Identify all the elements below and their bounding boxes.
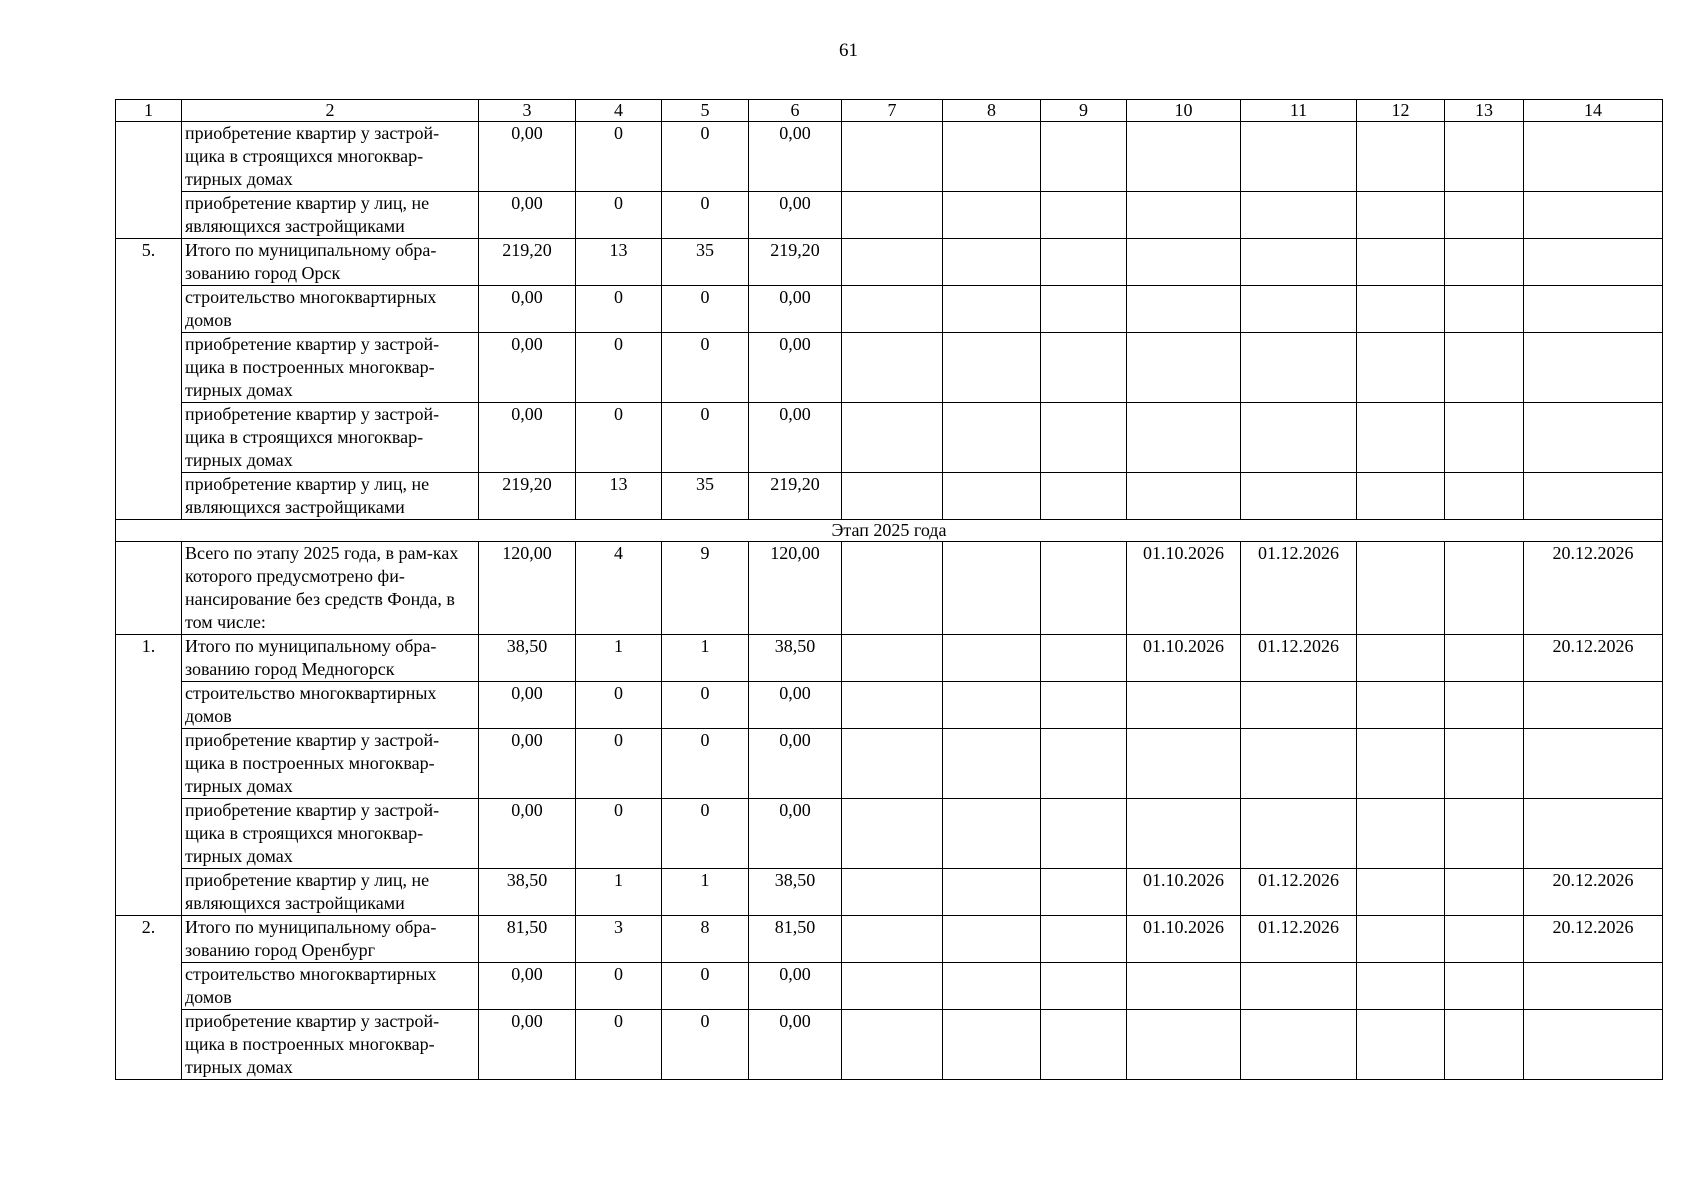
cell-col-6: 81,50	[749, 916, 842, 963]
cell-col-6: 219,20	[749, 473, 842, 520]
cell-col-14	[1524, 799, 1663, 869]
cell-col-10	[1127, 799, 1241, 869]
cell-col-5: 35	[662, 473, 749, 520]
cell-col-11	[1241, 1010, 1357, 1080]
table-row	[116, 1010, 1663, 1080]
cell-col-8	[943, 286, 1041, 333]
cell-col-9	[1041, 333, 1127, 403]
cell-col-6: 219,20	[749, 239, 842, 286]
cell-col-14	[1524, 122, 1663, 192]
column-header: 6	[749, 100, 842, 122]
cell-col-9	[1041, 239, 1127, 286]
cell-col-8	[943, 635, 1041, 682]
cell-col-7	[842, 1010, 943, 1080]
column-header: 9	[1041, 100, 1127, 122]
column-header: 10	[1127, 100, 1241, 122]
row-name-cell: Всего по этапу 2025 года, в рам-ках которого предусмотрено фи-нансирование без средств Фонда, в том числе:	[182, 542, 479, 635]
cell-col-12	[1357, 635, 1445, 682]
cell-col-8	[943, 682, 1041, 729]
cell-col-7	[842, 403, 943, 473]
cell-col-4: 0	[576, 1010, 662, 1080]
cell-col-4: 0	[576, 403, 662, 473]
cell-col-7	[842, 916, 943, 963]
column-header: 3	[479, 100, 576, 122]
column-header: 4	[576, 100, 662, 122]
cell-col-11	[1241, 799, 1357, 869]
cell-col-9	[1041, 286, 1127, 333]
table-row	[116, 635, 1663, 682]
cell-col-12	[1357, 122, 1445, 192]
cell-col-7	[842, 239, 943, 286]
column-header: 12	[1357, 100, 1445, 122]
cell-col-14: 20.12.2026	[1524, 635, 1663, 682]
cell-col-13	[1445, 1010, 1524, 1080]
cell-col-12	[1357, 473, 1445, 520]
column-header: 2	[182, 100, 479, 122]
cell-col-14	[1524, 333, 1663, 403]
cell-col-12	[1357, 729, 1445, 799]
row-name-cell: приобретение квартир у застрой-щика в построенных многоквар-тирных домах	[182, 1010, 479, 1080]
cell-col-12	[1357, 542, 1445, 635]
cell-col-5: 1	[662, 635, 749, 682]
cell-col-8	[943, 239, 1041, 286]
table-row	[116, 916, 1663, 963]
cell-col-8	[943, 122, 1041, 192]
cell-col-11	[1241, 682, 1357, 729]
cell-col-4: 0	[576, 682, 662, 729]
cell-col-5: 0	[662, 1010, 749, 1080]
cell-col-10	[1127, 403, 1241, 473]
cell-col-5: 0	[662, 122, 749, 192]
cell-col-7	[842, 729, 943, 799]
cell-col-4: 1	[576, 869, 662, 916]
cell-col-13	[1445, 799, 1524, 869]
table-row	[116, 333, 1663, 403]
cell-col-12	[1357, 682, 1445, 729]
cell-col-11	[1241, 403, 1357, 473]
cell-col-6: 38,50	[749, 869, 842, 916]
cell-col-3: 0,00	[479, 333, 576, 403]
cell-col-3: 81,50	[479, 916, 576, 963]
cell-col-10	[1127, 286, 1241, 333]
cell-col-5: 35	[662, 239, 749, 286]
cell-col-12	[1357, 1010, 1445, 1080]
cell-col-4: 0	[576, 729, 662, 799]
cell-col-3: 0,00	[479, 122, 576, 192]
cell-col-12	[1357, 963, 1445, 1010]
cell-col-5: 0	[662, 963, 749, 1010]
row-name-cell: приобретение квартир у застрой-щика в построенных многоквар-тирных домах	[182, 333, 479, 403]
row-number-cell: 2.	[116, 916, 182, 1080]
column-header: 13	[1445, 100, 1524, 122]
cell-col-10: 01.10.2026	[1127, 869, 1241, 916]
row-name-cell: строительство многоквартирных домов	[182, 286, 479, 333]
cell-col-7	[842, 192, 943, 239]
cell-col-3: 0,00	[479, 682, 576, 729]
column-header: 11	[1241, 100, 1357, 122]
row-name-cell: приобретение квартир у застрой-щика в построенных многоквар-тирных домах	[182, 729, 479, 799]
stage-header-row	[116, 520, 1663, 542]
cell-col-4: 0	[576, 286, 662, 333]
cell-col-14	[1524, 729, 1663, 799]
cell-col-3: 0,00	[479, 403, 576, 473]
cell-col-8	[943, 333, 1041, 403]
column-number-row	[116, 100, 1663, 122]
cell-col-3: 38,50	[479, 635, 576, 682]
cell-col-3: 38,50	[479, 869, 576, 916]
cell-col-7	[842, 286, 943, 333]
row-number-cell	[116, 122, 182, 239]
table-row	[116, 239, 1663, 286]
cell-col-6: 0,00	[749, 963, 842, 1010]
cell-col-7	[842, 122, 943, 192]
cell-col-14	[1524, 192, 1663, 239]
cell-col-4: 4	[576, 542, 662, 635]
cell-col-13	[1445, 473, 1524, 520]
cell-col-13	[1445, 542, 1524, 635]
cell-col-6: 0,00	[749, 192, 842, 239]
cell-col-9	[1041, 963, 1127, 1010]
row-name-cell: приобретение квартир у лиц, не являющихся застройщиками	[182, 192, 479, 239]
cell-col-8	[943, 403, 1041, 473]
cell-col-13	[1445, 963, 1524, 1010]
cell-col-13	[1445, 869, 1524, 916]
cell-col-3: 0,00	[479, 286, 576, 333]
cell-col-7	[842, 333, 943, 403]
cell-col-8	[943, 963, 1041, 1010]
cell-col-10	[1127, 682, 1241, 729]
row-name-cell: приобретение квартир у застрой-щика в строящихся многоквар-тирных домах	[182, 403, 479, 473]
cell-col-11: 01.12.2026	[1241, 542, 1357, 635]
cell-col-4: 0	[576, 963, 662, 1010]
table-row	[116, 286, 1663, 333]
cell-col-13	[1445, 333, 1524, 403]
cell-col-5: 8	[662, 916, 749, 963]
cell-col-4: 0	[576, 799, 662, 869]
cell-col-4: 0	[576, 192, 662, 239]
cell-col-4: 0	[576, 122, 662, 192]
column-header: 14	[1524, 100, 1663, 122]
cell-col-12	[1357, 799, 1445, 869]
row-name-cell: Итого по муниципальному обра-зованию город Медногорск	[182, 635, 479, 682]
cell-col-9	[1041, 542, 1127, 635]
cell-col-8	[943, 869, 1041, 916]
row-name-cell: Итого по муниципальному обра-зованию город Оренбург	[182, 916, 479, 963]
cell-col-9	[1041, 473, 1127, 520]
cell-col-11	[1241, 239, 1357, 286]
table-row	[116, 799, 1663, 869]
cell-col-12	[1357, 869, 1445, 916]
column-header: 8	[943, 100, 1041, 122]
cell-col-13	[1445, 729, 1524, 799]
cell-col-12	[1357, 286, 1445, 333]
cell-col-7	[842, 682, 943, 729]
cell-col-9	[1041, 799, 1127, 869]
cell-col-3: 120,00	[479, 542, 576, 635]
cell-col-4: 0	[576, 333, 662, 403]
cell-col-13	[1445, 286, 1524, 333]
table-row	[116, 473, 1663, 520]
cell-col-11	[1241, 473, 1357, 520]
cell-col-3: 0,00	[479, 729, 576, 799]
cell-col-9	[1041, 403, 1127, 473]
cell-col-13	[1445, 239, 1524, 286]
cell-col-10	[1127, 239, 1241, 286]
cell-col-6: 0,00	[749, 1010, 842, 1080]
table-row	[116, 122, 1663, 192]
cell-col-3: 0,00	[479, 799, 576, 869]
cell-col-11	[1241, 729, 1357, 799]
cell-col-12	[1357, 192, 1445, 239]
cell-col-5: 0	[662, 682, 749, 729]
cell-col-3: 0,00	[479, 1010, 576, 1080]
cell-col-8	[943, 473, 1041, 520]
cell-col-10	[1127, 963, 1241, 1010]
table-row	[116, 963, 1663, 1010]
cell-col-10	[1127, 192, 1241, 239]
cell-col-10: 01.10.2026	[1127, 542, 1241, 635]
cell-col-13	[1445, 682, 1524, 729]
column-header: 7	[842, 100, 943, 122]
cell-col-9	[1041, 682, 1127, 729]
cell-col-14	[1524, 473, 1663, 520]
row-number-cell: 5.	[116, 239, 182, 520]
cell-col-3: 0,00	[479, 963, 576, 1010]
cell-col-14	[1524, 1010, 1663, 1080]
table-row	[116, 729, 1663, 799]
cell-col-10	[1127, 1010, 1241, 1080]
cell-col-14	[1524, 682, 1663, 729]
cell-col-6: 0,00	[749, 286, 842, 333]
row-name-cell: Итого по муниципальному обра-зованию город Орск	[182, 239, 479, 286]
row-name-cell: приобретение квартир у застрой-щика в строящихся многоквар-тирных домах	[182, 122, 479, 192]
cell-col-12	[1357, 403, 1445, 473]
table-row	[116, 869, 1663, 916]
cell-col-4: 13	[576, 239, 662, 286]
cell-col-11: 01.12.2026	[1241, 869, 1357, 916]
table-body	[116, 100, 1663, 1080]
cell-col-11	[1241, 333, 1357, 403]
cell-col-10	[1127, 122, 1241, 192]
cell-col-11: 01.12.2026	[1241, 916, 1357, 963]
cell-col-8	[943, 916, 1041, 963]
cell-col-7	[842, 635, 943, 682]
cell-col-8	[943, 729, 1041, 799]
cell-col-14	[1524, 286, 1663, 333]
cell-col-7	[842, 869, 943, 916]
cell-col-12	[1357, 916, 1445, 963]
page-number: 61	[839, 40, 858, 61]
cell-col-13	[1445, 916, 1524, 963]
row-number-cell: 1.	[116, 635, 182, 916]
cell-col-6: 0,00	[749, 682, 842, 729]
cell-col-5: 0	[662, 286, 749, 333]
cell-col-6: 38,50	[749, 635, 842, 682]
cell-col-4: 1	[576, 635, 662, 682]
cell-col-10	[1127, 473, 1241, 520]
cell-col-13	[1445, 122, 1524, 192]
row-name-cell: строительство многоквартирных домов	[182, 963, 479, 1010]
cell-col-4: 3	[576, 916, 662, 963]
cell-col-14: 20.12.2026	[1524, 869, 1663, 916]
cell-col-3: 0,00	[479, 192, 576, 239]
cell-col-6: 0,00	[749, 799, 842, 869]
cell-col-9	[1041, 1010, 1127, 1080]
cell-col-14	[1524, 403, 1663, 473]
cell-col-9	[1041, 192, 1127, 239]
cell-col-5: 0	[662, 729, 749, 799]
table-row	[116, 192, 1663, 239]
cell-col-9	[1041, 122, 1127, 192]
cell-col-5: 1	[662, 869, 749, 916]
cell-col-11	[1241, 192, 1357, 239]
cell-col-5: 0	[662, 799, 749, 869]
cell-col-11: 01.12.2026	[1241, 635, 1357, 682]
cell-col-10	[1127, 729, 1241, 799]
table-row	[116, 682, 1663, 729]
row-name-cell: приобретение квартир у лиц, не являющихся застройщиками	[182, 473, 479, 520]
cell-col-14	[1524, 963, 1663, 1010]
cell-col-11	[1241, 122, 1357, 192]
cell-col-7	[842, 542, 943, 635]
cell-col-7	[842, 799, 943, 869]
cell-col-10: 01.10.2026	[1127, 635, 1241, 682]
cell-col-13	[1445, 635, 1524, 682]
cell-col-14	[1524, 239, 1663, 286]
cell-col-5: 0	[662, 403, 749, 473]
cell-col-8	[943, 192, 1041, 239]
cell-col-3: 219,20	[479, 473, 576, 520]
cell-col-3: 219,20	[479, 239, 576, 286]
cell-col-11	[1241, 963, 1357, 1010]
cell-col-6: 0,00	[749, 122, 842, 192]
cell-col-4: 13	[576, 473, 662, 520]
row-number-cell	[116, 542, 182, 635]
stage-title: Этап 2025 года	[116, 520, 1663, 542]
row-name-cell: строительство многоквартирных домов	[182, 682, 479, 729]
cell-col-7	[842, 473, 943, 520]
cell-col-14: 20.12.2026	[1524, 542, 1663, 635]
cell-col-8	[943, 1010, 1041, 1080]
column-header: 5	[662, 100, 749, 122]
cell-col-9	[1041, 635, 1127, 682]
cell-col-8	[943, 542, 1041, 635]
cell-col-9	[1041, 916, 1127, 963]
row-name-cell: приобретение квартир у лиц, не являющихся застройщиками	[182, 869, 479, 916]
cell-col-5: 0	[662, 192, 749, 239]
cell-col-14: 20.12.2026	[1524, 916, 1663, 963]
data-table	[115, 99, 1663, 1080]
row-name-cell: приобретение квартир у застрой-щика в строящихся многоквар-тирных домах	[182, 799, 479, 869]
cell-col-9	[1041, 869, 1127, 916]
cell-col-10	[1127, 333, 1241, 403]
cell-col-8	[943, 799, 1041, 869]
cell-col-6: 0,00	[749, 729, 842, 799]
table-row	[116, 542, 1663, 635]
cell-col-12	[1357, 333, 1445, 403]
cell-col-5: 0	[662, 333, 749, 403]
cell-col-12	[1357, 239, 1445, 286]
cell-col-10: 01.10.2026	[1127, 916, 1241, 963]
cell-col-5: 9	[662, 542, 749, 635]
column-header: 1	[116, 100, 182, 122]
cell-col-7	[842, 963, 943, 1010]
cell-col-11	[1241, 286, 1357, 333]
cell-col-6: 120,00	[749, 542, 842, 635]
cell-col-9	[1041, 729, 1127, 799]
cell-col-13	[1445, 403, 1524, 473]
cell-col-6: 0,00	[749, 403, 842, 473]
table-row	[116, 403, 1663, 473]
cell-col-6: 0,00	[749, 333, 842, 403]
cell-col-13	[1445, 192, 1524, 239]
